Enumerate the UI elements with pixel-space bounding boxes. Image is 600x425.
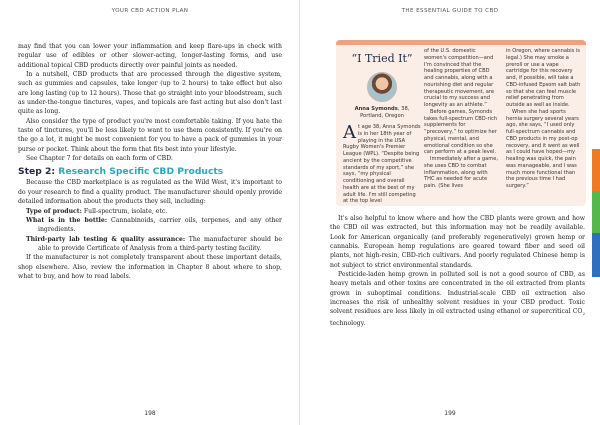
definition-item xyxy=(18,235,282,254)
intro-paragraph-2: In a nutshell, CBD products that are processed through the digestive system, such as gummies and capsules, take longer (up to 2 hours) to take effect but also are long lasting (up to 12 hours). Those that go straight into your bloodstream, such as under-the-tongue tinctures, vapes, and topicals are fast acting but also don't last quite as long. xyxy=(18,71,282,116)
co2-subscript: 2 xyxy=(582,311,585,317)
definition-text: Cannabinoids, carrier oils, terpenes, and any other ingredients. xyxy=(38,216,282,234)
sidebar-col1-text: t age 38, Anna Symonds is in her 18th year of playing in the USA Rugby Women's Premier League (WPL). “Despite being ancient by the competitive standards of my sport,” she says, “my physical conditioning and overall health are at the best of my adult life. I'm still competing at the top level xyxy=(343,124,421,205)
definition-item xyxy=(18,207,282,216)
right-paragraph-1: It's also helpful to know where and how the CBD plants were grown and how the CBD oil was extracted, but this information may not be readily available. Look for American organically (and preferably regeneratively) grown hemp or cannabis. European hemp regulations are geared toward fiber and seed oil plants, not high-resin, CBD-rich cultivars. And poorly regulated Chinese hemp is not subject to strict environmental standards. xyxy=(330,215,585,269)
sidebar-title: “I Tried It” xyxy=(351,52,413,65)
i-tried-it-sidebar xyxy=(336,40,586,206)
definition-text: The manufacturer should be able to provide Certificate of Analysis from a third-party testing facility. xyxy=(38,235,283,252)
sidebar-column-1 xyxy=(343,48,421,205)
running-head-left: YOUR CBD ACTION PLAN xyxy=(111,8,189,14)
running-head-right: THE ESSENTIAL GUIDE TO CBD xyxy=(401,8,499,14)
sidebar-story-start xyxy=(343,124,421,205)
step-paragraph: Because the CBD marketplace is as regulated as the Wild West, it's important to do your research to find a quality product. The manufacturer should openly provide detailed information about the products they sell, including: xyxy=(18,179,282,206)
definition-term: Third-party lab testing & quality assurance: xyxy=(26,235,186,243)
athlete-photo xyxy=(367,72,397,102)
sidebar-accent-bar xyxy=(336,40,586,45)
page-number-right: 199 xyxy=(444,410,456,417)
intro-paragraph-1: may find that you can lower your inflammation and keep flare-ups in check with regular use of edibles or other slower-acting, longer-lasting forms, and use additional topical CBD products directly over painful joints as needed. xyxy=(18,43,282,69)
sidebar-paragraph: in Oregon, where cannabis is legal.) She may smoke a preroll or use a vape cartridge for this recovery and, if possible, will take a CBD-infused Epsom salt bath so that she can feel muscle relief penetrating from outside as well as inside. xyxy=(506,48,581,108)
definition-item xyxy=(18,216,282,235)
section-tab-green xyxy=(592,191,600,233)
closing-paragraph: If the manufacturer is not completely transparent about these important details, shop elsewhere. Also, review the information in Chapter 8 about where to shop, what to buy, and how to read labels. xyxy=(18,254,282,280)
drop-cap: A xyxy=(343,122,356,143)
sidebar-paragraph: Before games, Symonds takes full-spectrum CBD-rich supplements for “precovery,” to optimize her physical, mental, and emotional condition so she can perform at a peak level. xyxy=(424,108,498,156)
right-paragraph-2-text: Pesticide-laden hemp grown in polluted soil is not a good source of CBD, as heavy metals and other toxins are concentrated in the oil extracted from plants grown in suboptimal conditions. Industrial-scale CBD oil extraction also increases the risk of unhealthy solvent residues in your CBD product. Toxic solvent residues are less likely in oil extracted using ethanol or supercritical CO xyxy=(330,271,585,316)
intro-paragraph-3: Also consider the type of product you're most comfortable taking. If you hate the taste of tinctures, you'll be less likely to want to use them consistently. If you're on the go a lot, it might be most convenient for you to have a pack of gummies in your purse or pocket. Think about the form that fits best into your lifestyle. xyxy=(18,117,282,153)
sidebar-column-2 xyxy=(424,48,498,190)
sidebar-paragraph: When she had sports hernia surgery several years ago, she says, “I used only full-spectrum cannabis and CBD products in my post-op recovery, and it went as well as I could have hoped—my healing was quick, the pain was manageable, and I was much more functional than the previous time I had surgery.” xyxy=(506,108,580,189)
left-body xyxy=(18,42,282,281)
right-body xyxy=(330,214,585,328)
sidebar-column-3 xyxy=(506,48,582,190)
intro-paragraph-4: See Chapter 7 for details on each form of CBD. xyxy=(26,155,173,163)
section-tab-blue xyxy=(592,233,600,277)
sidebar-paragraph: Immediately after a game, she uses CBD to combat inflammation, along with THC as needed for acute pain. (She lives xyxy=(424,156,498,189)
right-paragraph-2-suffix: technology. xyxy=(330,320,366,327)
definition-term: What is in the bottle: xyxy=(26,216,108,224)
section-tab-orange xyxy=(592,149,600,191)
athlete-name: Anna Symonds xyxy=(354,106,398,112)
step-heading xyxy=(18,165,282,178)
athlete-caption xyxy=(343,106,421,119)
athlete-details: , 38, Portland, Oregon xyxy=(360,106,410,119)
definition-term: Type of product: xyxy=(26,207,82,215)
step-number: Step 2: xyxy=(18,166,56,178)
sidebar-paragraph: of the U.S. domestic women's competition—and I'm convinced that the healing properties of CBD and cannabis, along with a nourishing diet and regular therapeutic movement, are crucial to my success and longevity as an athlete.” xyxy=(424,48,495,108)
page-number-left: 198 xyxy=(144,410,156,417)
step-title: Research Specific CBD Products xyxy=(58,166,224,178)
right-paragraph-2 xyxy=(330,270,585,328)
definition-text: Full-spectrum, isolate, etc. xyxy=(83,207,168,215)
